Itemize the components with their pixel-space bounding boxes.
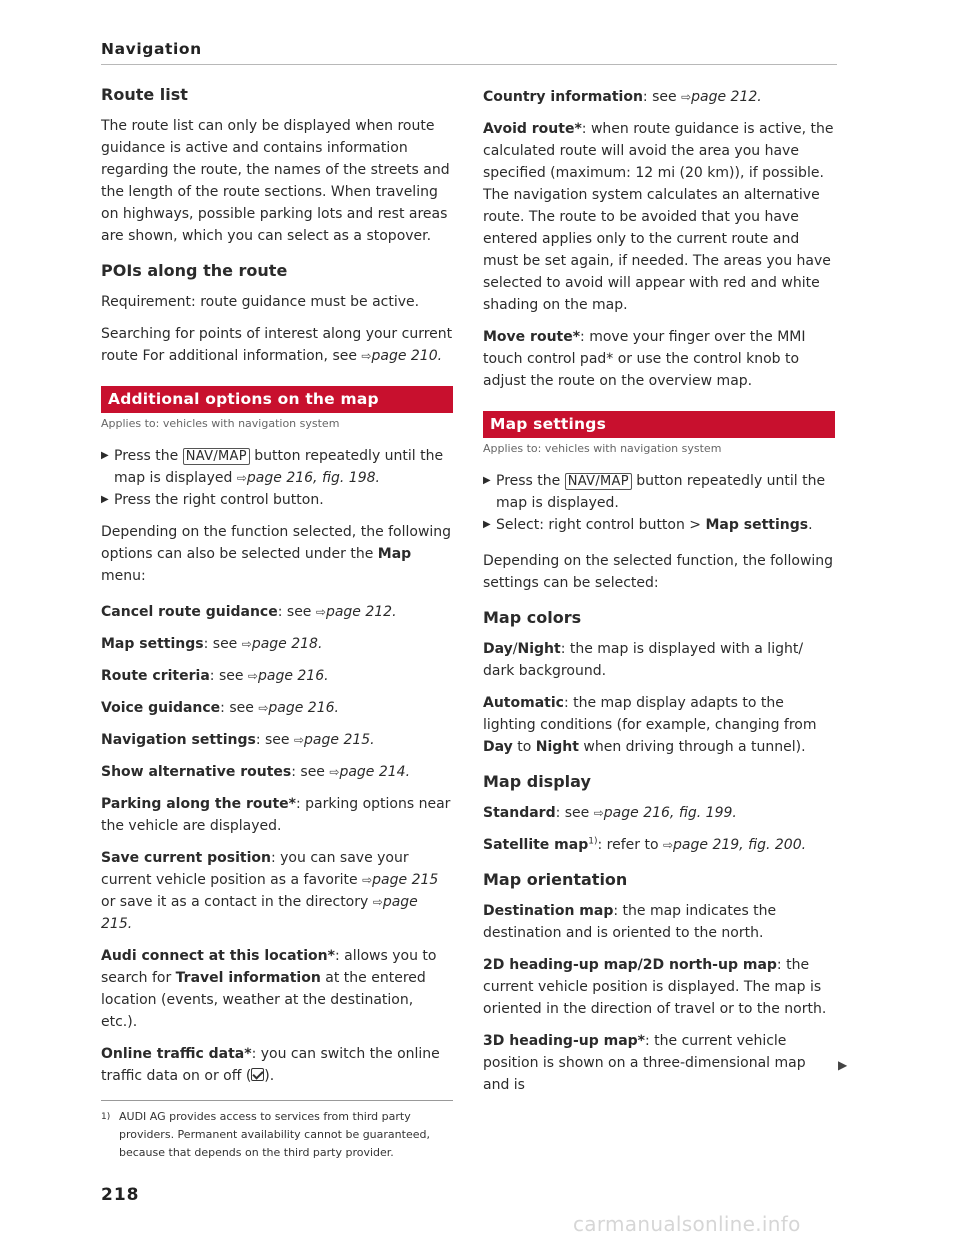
- option-text: : the current vehicle position is shown on a three-dimensional map and is: [483, 1033, 806, 1093]
- page-link[interactable]: page 214.: [339, 764, 411, 780]
- option-text: : the map is displayed with a light/ dark background.: [483, 641, 804, 679]
- arrow-icon: ⇨: [329, 765, 340, 779]
- option-audi-connect: [101, 945, 453, 1033]
- option-label: 3D heading-up map*: [483, 1033, 646, 1049]
- slash: /: [512, 641, 518, 657]
- right-column: [483, 86, 835, 1096]
- header-divider: [101, 64, 837, 65]
- arrow-icon: ⇨: [247, 669, 258, 683]
- route-list-heading: Route list: [101, 85, 188, 104]
- option-text: : the current vehicle position is displayed. The map is oriented in the direction of travel or to the north.: [483, 957, 827, 1017]
- option-alternative-routes: [101, 761, 453, 783]
- option-label: Show alternative routes: [101, 764, 292, 780]
- heading-3d-item: [483, 1030, 835, 1096]
- footnote-text: AUDI AG provides access to services from third party providers. Permanent availability cannot be guaranteed, because that depends on the third party provider.: [119, 1110, 430, 1159]
- option-label: Voice guidance: [101, 700, 221, 716]
- options-intro: [101, 521, 453, 587]
- option-see: : see: [642, 89, 677, 105]
- option-parking: [101, 793, 453, 837]
- option-label: Day: [483, 641, 513, 657]
- map-orientation-heading: Map orientation: [483, 870, 628, 889]
- option-label: Map settings: [101, 636, 204, 652]
- arrow-icon: ⇨: [681, 90, 692, 104]
- step-text-cont: button repeatedly until the map is displayed: [114, 448, 444, 486]
- option-route-criteria: [101, 665, 453, 687]
- avoid-route: [483, 118, 835, 316]
- intro-text: Depending on the function selected, the following options can also be selected under the: [101, 524, 452, 562]
- step-text: Press the right control button.: [114, 492, 324, 508]
- option-text: : parking options near the vehicle are displayed.: [101, 796, 451, 834]
- pois-heading: POIs along the route: [101, 261, 288, 280]
- option-label: Automatic: [483, 695, 564, 711]
- arrow-icon: ⇨: [293, 733, 305, 747]
- option-text: : refer to: [597, 837, 659, 853]
- heading-2d-item: [483, 954, 835, 1020]
- page-link[interactable]: page 216.: [268, 700, 339, 716]
- applies-note: Applies to: vehicles with navigation system: [483, 442, 722, 455]
- fig-page-link[interactable]: page 216, fig. 198.: [246, 470, 380, 486]
- option-text-cont: or save it as a contact in the directory: [101, 894, 369, 910]
- intro-bold: Map: [377, 546, 412, 562]
- page-link[interactable]: page 212.: [691, 89, 762, 105]
- option-see: : see: [291, 764, 325, 780]
- step-text: Press the: [114, 448, 179, 464]
- pois-text-body: Searching for points of interest along your current route For additional information, see: [101, 326, 453, 364]
- option-label: Move route*: [483, 329, 581, 345]
- arrow-icon: ⇨: [361, 349, 372, 363]
- destination-map-item: [483, 900, 835, 944]
- option-label: Satellite map: [483, 837, 589, 853]
- country-info: [483, 86, 835, 108]
- step-item: [101, 489, 453, 511]
- bullet-triangle-icon: ▶: [101, 450, 109, 461]
- option-bold: Travel information: [175, 970, 321, 986]
- page-header-title: Navigation: [101, 40, 202, 58]
- page-link[interactable]: page 215.: [304, 732, 375, 748]
- step-text: Select: right control button >: [496, 517, 702, 533]
- page-link[interactable]: page 215: [372, 872, 439, 888]
- arrow-icon: ⇨: [236, 471, 247, 485]
- option-text-end: ).: [264, 1068, 275, 1084]
- option-label: Navigation settings: [101, 732, 256, 748]
- option-traffic-data: [101, 1043, 453, 1087]
- step-bold: Map settings: [705, 517, 809, 533]
- map-colors-heading: Map colors: [483, 608, 582, 627]
- pois-page-link[interactable]: page 210.: [371, 348, 443, 364]
- standard-item: [483, 802, 835, 824]
- option-bold: Day: [483, 739, 513, 755]
- option-see: : see: [277, 604, 312, 620]
- option-text-cont: at the entered location (events, weather at the destination, etc.).: [101, 970, 426, 1030]
- step-item: [101, 445, 453, 489]
- option-text: : you can switch the online traffic data on or off (: [101, 1046, 440, 1084]
- continue-arrow-icon: ▶: [838, 1058, 848, 1072]
- arrow-icon: ⇨: [362, 873, 373, 887]
- option-text: to: [517, 739, 532, 755]
- option-text: : when route guidance is active, the calculated route will avoid the area you have specified (maximum: 12 mi (20 km)), if possible. The navigation system calculates an alternative route. The route to be avoided that you have entered applies only to the current route and must be set again, if needed. The areas you have selected to avoid will appear with red and white shading on the map.: [483, 121, 834, 313]
- option-voice-guidance: [101, 697, 453, 719]
- step-end: .: [808, 517, 813, 533]
- page-link[interactable]: page 215.: [101, 894, 418, 932]
- map-settings-banner: Map settings: [483, 411, 835, 438]
- option-text: : move your finger over the MMI touch control pad* or use the control knob to adjust the route on the overview map.: [483, 329, 806, 389]
- settings-intro: Depending on the selected function, the following settings can be selected:: [483, 553, 834, 591]
- applies-note: Applies to: vehicles with navigation system: [101, 417, 340, 430]
- option-label: Night: [517, 641, 561, 657]
- option-label: Standard: [483, 805, 556, 821]
- arrow-icon: ⇨: [241, 637, 252, 651]
- arrow-icon: ⇨: [258, 701, 269, 715]
- arrow-icon: ⇨: [315, 605, 326, 619]
- option-label: Parking along the route*: [101, 796, 296, 812]
- page-number: 218: [101, 1185, 140, 1205]
- checkbox-checked-icon: [251, 1068, 264, 1081]
- step-text-cont: button repeatedly until the map is displayed.: [496, 473, 826, 511]
- day-night-item: [483, 638, 835, 682]
- option-text: : the map display adapts to the lighting conditions (for example, changing from: [483, 695, 817, 733]
- automatic-item: [483, 692, 835, 758]
- option-see: : see: [255, 732, 290, 748]
- option-bold: Night: [535, 739, 579, 755]
- option-label: Destination map: [483, 903, 614, 919]
- option-label: Route criteria: [101, 668, 210, 684]
- additional-options-banner: Additional options on the map: [101, 386, 453, 413]
- pois-text: [101, 323, 453, 367]
- watermark: carmanualsonline.info: [573, 1212, 801, 1236]
- option-see: : see: [203, 636, 238, 652]
- map-display-heading: Map display: [483, 772, 591, 791]
- option-label: Audi connect at this location*: [101, 948, 335, 964]
- bullet-triangle-icon: ▶: [483, 475, 491, 486]
- page-link[interactable]: page 216, fig. 199.: [603, 805, 737, 821]
- option-navigation-settings: [101, 729, 453, 751]
- intro-text-end: menu:: [101, 568, 146, 584]
- option-text: : allows you to search for: [101, 948, 437, 986]
- option-label: Cancel route guidance: [101, 604, 278, 620]
- bullet-triangle-icon: ▶: [483, 519, 491, 530]
- option-label: Country information: [483, 89, 643, 105]
- route-list-text: The route list can only be displayed when route guidance is active and contains information regarding the route, the names of the streets and the length of the route sections. When traveling on highways, possible parking lots and rest areas are shown, which you can select as a stopover.: [101, 118, 450, 244]
- left-column: [101, 84, 453, 1087]
- nav-map-key: NAV/MAP: [565, 473, 632, 490]
- option-cancel: [101, 601, 453, 623]
- footnote-mark: 1): [101, 1112, 111, 1122]
- pois-requirement: Requirement: route guidance must be active.: [101, 294, 420, 310]
- footnote: [101, 1108, 451, 1162]
- option-map-settings: [101, 633, 453, 655]
- page-link[interactable]: page 218.: [251, 636, 323, 652]
- option-see: : see: [209, 668, 244, 684]
- footnote-divider: [101, 1100, 453, 1101]
- option-see: : see: [555, 805, 590, 821]
- option-text-cont: when driving through a tunnel).: [583, 739, 806, 755]
- option-label: Save current position: [101, 850, 271, 866]
- option-see: : see: [220, 700, 254, 716]
- arrow-icon: ⇨: [372, 895, 383, 909]
- step-item: [483, 470, 835, 514]
- option-label: Avoid route*: [483, 121, 582, 137]
- option-save-position: [101, 847, 453, 935]
- option-label: Online traffic data*: [101, 1046, 252, 1062]
- move-route: [483, 326, 835, 392]
- satellite-item: [483, 834, 835, 856]
- nav-map-key: NAV/MAP: [183, 448, 250, 465]
- option-text: : you can save your current vehicle position as a favorite: [101, 850, 409, 888]
- arrow-icon: ⇨: [662, 838, 674, 852]
- page-link[interactable]: page 219, fig. 200.: [673, 837, 807, 853]
- footnote-marker: 1): [588, 836, 598, 847]
- step-item: [483, 514, 835, 536]
- option-text: : the map indicates the destination and is oriented to the north.: [483, 903, 777, 941]
- arrow-icon: ⇨: [593, 806, 604, 820]
- bullet-triangle-icon: ▶: [101, 494, 109, 505]
- step-text: Press the: [496, 473, 561, 489]
- option-label: 2D heading-up map/2D north-up map: [483, 957, 777, 973]
- page-link[interactable]: page 216.: [257, 668, 329, 684]
- page-link[interactable]: page 212.: [325, 604, 397, 620]
